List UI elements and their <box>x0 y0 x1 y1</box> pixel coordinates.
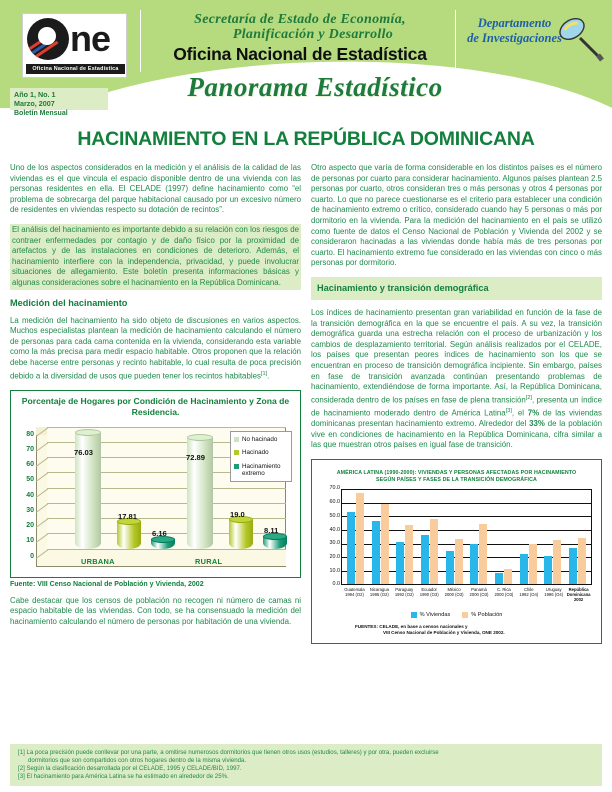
chart2-x-label-line: C. Rica <box>497 586 511 592</box>
chart2-bar-group <box>372 489 389 584</box>
chart2-title <box>321 470 592 484</box>
chart2-x-label-line: 1990 (O3) <box>419 591 439 597</box>
chart2-bar <box>553 540 561 584</box>
chart1-bar <box>117 522 141 549</box>
chart2-x-label-line: 2000 (O3) <box>444 591 464 597</box>
masthead-titles <box>150 12 450 65</box>
chart2-y-tick-label: 0.0 <box>332 581 340 588</box>
chart2-bar-group <box>470 489 487 584</box>
chart1-y-tick-label: 40 <box>26 491 34 499</box>
gridline <box>47 427 286 428</box>
chart1-y-tick-label: 30 <box>26 506 34 514</box>
legend-swatch-icon <box>234 437 239 442</box>
left-paragraph-3-text: La medición del hacinamiento ha sido objeto de discusiones en varios aspectos. Muchos especialistas plantean la medición de hacinamiento calculando el número de personas para cada cama contenida en la vivienda, considerando esta variable como la más precisa para medir espacio habitable. Otros proponen que la relación debe hacerse entre personas y recinto habitable, lo cual resulta de poca precisión debido a la diversidad de usos que pueden tener los recintos habitables <box>10 315 301 381</box>
chart2-bar <box>372 521 380 584</box>
chart2-y-tick-label: 70.0 <box>329 485 340 492</box>
chart2-y-tick-label: 10.0 <box>329 567 340 574</box>
office-name: Oficina Nacional de Estadística <box>173 44 427 64</box>
chart2-x-label <box>342 587 367 602</box>
chart2-bar <box>381 504 389 584</box>
chart2-source-line-1: FUENTES: CELADE, en base a censos nacionales y <box>355 623 468 629</box>
chart1-y-tick-label: 20 <box>26 522 34 530</box>
chart2-bar <box>470 544 478 584</box>
footnote-1-line-1: [1] La poca precisión puede conllevar por una parte, a omitirse numerosos dormitorios que tienen otros usos (estudios, talleres) y por otra, pueden excluirse <box>18 749 439 756</box>
one-logo <box>22 13 127 78</box>
chart1-bar-value: 19.0 <box>230 509 245 519</box>
chart2-y-tick-label: 20.0 <box>329 553 340 560</box>
chart2-x-label-line: 2000 (O3) <box>494 591 514 597</box>
chart2-x-label-line: Nicaragua <box>369 586 389 592</box>
chart1-bar-value: 6.16 <box>152 529 167 539</box>
left-paragraph-2: El análisis del hacinamiento es importante debido a su relación con los riesgos de contraer enfermedades por contagio y de daño físico por la proximidad de artefactos y de las instalaciones en condiciones de deterioro. Además, el hacinamiento interfiere con la independencia, privacidad, y puede involucrar situaciones de allegamiento. Este boletín presenta informaciones básicas y algunas consideraciones sobre el hacinamiento en la República Dominicana. <box>10 224 301 290</box>
bar-top-ellipse <box>187 434 213 441</box>
legend-label: Hacinamiento extremo <box>242 462 281 477</box>
chart2-bar <box>544 556 552 584</box>
chart1-bar-value: 72.89 <box>186 452 206 462</box>
legend-swatch-icon <box>234 464 239 469</box>
legend-label: No hacinado <box>242 435 278 443</box>
chart2-bar-group <box>421 489 438 584</box>
chart2-bar <box>396 542 404 584</box>
logo-stripes-icon <box>27 30 66 60</box>
chart2-y-tick-label: 60.0 <box>329 499 340 506</box>
chart2-x-label <box>566 587 591 602</box>
chart1-plot <box>15 421 294 573</box>
logo-ne-text: ne <box>70 18 111 59</box>
chart2-plot <box>319 485 596 602</box>
chart2-x-label <box>541 587 566 602</box>
chart1-title: Porcentaje de Hogares por Condición de Hacinamiento y Zona de Residencia. <box>21 395 290 417</box>
bar-body <box>117 522 141 549</box>
chart2-bar <box>356 493 364 584</box>
left-column <box>10 163 301 644</box>
chart1-bar <box>151 539 175 548</box>
chart1-y-tick-label: 0 <box>30 552 34 560</box>
department-line-2: de Investigaciones <box>467 31 562 45</box>
left-paragraph-4: Cabe destacar que los censos de población no recogen ni número de camas ni espacio habitable de las viviendas. Con todo, se ha consensuado la medición del hacinamiento calculando el número de personas por habitación de una vivienda. <box>10 595 301 626</box>
chart2-bar <box>479 524 487 584</box>
chart1-bar <box>263 536 287 548</box>
header-divider-right <box>455 10 456 72</box>
chart1-y-tick-label: 80 <box>26 430 34 438</box>
content-columns <box>0 151 612 644</box>
chart1-source: Fuente: VIII Censo Nacional de Población y Vivienda, 2002 <box>10 580 204 588</box>
publication-title: Panorama Estadístico <box>187 72 443 102</box>
chart2-x-label-line: Ecuador <box>421 586 437 592</box>
chart2-bar <box>421 535 429 584</box>
chart2-bar <box>430 519 438 584</box>
chart2-x-label-line: 1994 (O2) <box>345 591 364 597</box>
page-header <box>0 0 612 122</box>
left-paragraph-3-end: . <box>267 371 270 381</box>
chart2-x-label-line: Paraguay <box>395 586 414 592</box>
chart2-x-label-line: Uruguay <box>545 586 562 592</box>
chart-hogares-condicion <box>10 390 301 578</box>
department-line-1: Departamento <box>477 16 552 30</box>
right-p2-part-c: , el <box>511 408 528 418</box>
chart2-x-label <box>516 587 541 602</box>
chart2-bars <box>343 489 590 584</box>
chart-america-latina <box>311 459 602 644</box>
legend-item-hacinado <box>234 449 288 456</box>
chart2-x-label-line: Dominicana <box>566 591 591 597</box>
chart1-bar-value: 76.03 <box>74 447 94 457</box>
chart2-x-label-line: 1992 (O4) <box>519 591 539 597</box>
chart1-y-tick-label: 60 <box>26 461 34 469</box>
chart2-bar-group <box>544 489 561 584</box>
footnote-1-line-2: dormitorios que son compartidos con otros hogares dentro de la misma vivienda. <box>28 757 247 764</box>
chart2-bar-group <box>396 489 413 584</box>
left-paragraph-1: Uno de los aspectos considerados en la medición y el análisis de la calidad de las viviendas es el que vincula el espacio disponible dentro de una vivienda con las personas residentes en ella. El CELADE (1997) define hacinamiento como “el problema de sobrecarga del parque habitacional causado por un excesivo número de residentes en viviendas respecto su dotación de recintos”. <box>10 163 301 215</box>
chart2-bar <box>504 569 512 584</box>
right-paragraph-2 <box>311 308 602 451</box>
chart2-bar <box>578 538 586 584</box>
chart2-x-label <box>392 587 417 602</box>
chart2-x-label-line: 1995 (O2) <box>369 591 389 597</box>
chart2-title-line-2: SEGÚN PAÍSES Y FASES DE LA TRANSICIÓN DEMOGRÁFICA <box>376 476 537 483</box>
chart2-bar <box>569 548 577 584</box>
chart2-y-tick-label: 50.0 <box>329 512 340 519</box>
chart2-bar-group <box>520 489 537 584</box>
chart2-x-axis-labels <box>342 587 591 602</box>
stat-7-percent: 7% <box>527 408 540 418</box>
footnote-ref-3: [3] <box>505 407 512 414</box>
chart2-y-tick-label: 40.0 <box>329 526 340 533</box>
bar-body <box>229 520 253 549</box>
secretaria-line-1: Secretaría de Estado de Economía, <box>194 12 406 27</box>
stat-33-percent: 33% <box>529 419 545 429</box>
department-label <box>462 16 567 46</box>
chart2-title-line-1: AMÉRICA LATINA (1990-2000): VIVIENDAS Y PERSONAS AFECTADAS POR HACINAMIENTO <box>336 469 577 476</box>
secretaria-line-2: Planificación y Desarrollo <box>232 27 394 42</box>
page-title: HACINAMIENTO EN LA REPÚBLICA DOMINICANA <box>77 128 535 150</box>
chart2-bar <box>529 544 537 583</box>
chart2-bar <box>455 539 463 584</box>
chart2-bar <box>347 512 355 584</box>
footnotes-block <box>10 744 602 786</box>
chart2-x-label-line: Panamá <box>471 586 487 592</box>
heading-transicion: Hacinamiento y transición demográfica <box>311 277 602 300</box>
legend-swatch-icon <box>462 612 468 618</box>
bulletin-label: Boletín Mensual <box>14 110 68 117</box>
issue-date: Marzo, 2007 <box>14 99 55 108</box>
chart1-bar-value: 17.81 <box>118 511 138 521</box>
chart1-bar <box>229 520 253 549</box>
chart2-bar-group <box>495 489 512 584</box>
chart2-x-label <box>417 587 442 602</box>
chart2-sources <box>355 624 596 636</box>
right-p2-part-d: de las viviendas dominicanas presentan hacinamiento extremo. Alrededor del <box>311 408 602 429</box>
chart2-x-label-line: 1992 (O2) <box>394 591 414 597</box>
chart2-bar <box>446 551 454 584</box>
footnote-3: [3] El hacinamiento para América Latina se ha estimado en alrededor de 25%. <box>18 773 229 780</box>
chart2-x-label <box>491 587 516 602</box>
chart1-legend <box>230 431 292 483</box>
legend-label: Hacinado <box>242 449 269 457</box>
chart2-axes <box>329 485 592 588</box>
chart2-x-label-line: Chile <box>524 586 534 592</box>
chart2-x-label-line: Guatemala <box>344 586 365 592</box>
legend-item-hacinamiento-extremo <box>234 463 288 478</box>
left-paragraph-3 <box>10 316 301 382</box>
chart2-x-label <box>467 587 492 602</box>
header-divider-left <box>140 10 141 72</box>
issue-info <box>10 88 108 110</box>
chart1-x-label: URBANA <box>81 556 115 566</box>
chart2-bar-group <box>347 489 364 584</box>
chart2-y-tick-label: 30.0 <box>329 540 340 547</box>
right-p2-part-a: Los índices de hacinamiento presentan gran variabilidad en función de la fase de la transición demográfica en la que se encuentre el país. A su vez, la transición demográfica guarda una estrecha relación con el proceso de urbanización y los cambios de desplazamiento territorial. Según análisis realizados por el CELADE, los países que presentan peores índices de hacinamiento son los que se encuentran en proceso de transición demográfica incipiente. Sin embargo, países en fase de transición avanzada continúan presentando problemas de hacinamiento, extendiéndose de forma importante. Así, la República Dominicana, considerada dentro de los países en fase de plena transición <box>311 307 602 405</box>
chart2-x-label-line: 2000 (O3) <box>469 591 489 597</box>
chart2-x-label-line: México <box>447 586 461 592</box>
legend-item-viviendas <box>411 612 451 618</box>
right-p2-part-b: , presenta un índice de hacinamiento moderado dentro de América Latina <box>311 395 602 418</box>
footnote-ref-1: [1] <box>260 370 268 377</box>
heading-medicion: Medición del hacinamiento <box>10 297 128 308</box>
chart1-y-tick-label: 10 <box>26 537 34 545</box>
chart2-x-label <box>442 587 467 602</box>
legend-item-no-hacinado <box>234 436 288 443</box>
footnote-ref-2: [2] <box>525 394 533 401</box>
legend-label: % Población <box>471 611 503 618</box>
logo-o-glyph-icon <box>27 18 69 60</box>
magnifier-icon <box>555 14 605 64</box>
chart2-x-label-line: 1996 (O4) <box>544 591 564 597</box>
chart1-y-tick-label: 70 <box>26 445 34 453</box>
chart2-x-label-line: República <box>568 586 589 592</box>
legend-swatch-icon <box>411 612 417 618</box>
legend-swatch-icon <box>234 450 239 455</box>
chart2-bar <box>405 525 413 584</box>
gridline <box>47 549 286 550</box>
chart2-x-label <box>367 587 392 602</box>
chart2-bar <box>520 554 528 584</box>
chart1-y-tick-label: 50 <box>26 476 34 484</box>
one-logo-mark <box>27 17 123 61</box>
legend-item-poblacion <box>462 612 502 618</box>
right-p2-part-e: de la población vive en condiciones de hacinamiento en la República Dominicana, cifra similar a las que muestran otros países en igual fase de transición. <box>311 419 602 450</box>
chart1-x-label: RURAL <box>195 556 223 566</box>
issue-year-number: Año 1, No. 1 <box>14 90 56 99</box>
logo-caption: Oficina Nacional de Estadística <box>26 64 125 74</box>
chart2-x-label-line: 2002 <box>573 596 584 602</box>
chart2-bar <box>495 573 503 583</box>
right-column <box>311 163 602 644</box>
right-paragraph-1: Otro aspecto que varía de forma considerable en los distintos países es el número de personas por cuarto para considerar hacinamiento. Algunos países plantean 2.5 personas por cuarto, otros consideran tres o más personas y otros 4 personas por cuarto. Lo que no parece cuestionarse es el criterio para establecer una condición de hacinamiento extremo o crítico, considerado cuando hay 5 personas o más por dormitorio en la vivienda. Para la medición del hacinamiento en el país se utilizó como fuente de datos el Censo Nacional de Población y Vivienda del 2002 y se consideraron hacinadas a las viviendas donde había más de tres personas por cuarto. El hacinamiento extremo fue considerado en las viviendas con cinco o más personas por dormitorio. <box>311 163 602 268</box>
chart2-bar-group <box>569 489 586 584</box>
chart2-source-line-2: VIII Censo Nacional de Población y Vivienda, ONE 2002. <box>383 629 505 635</box>
footnote-2: [2] Según la clasificación desarrollada por el CELADE, 1995 y CELADE/BID, 1997. <box>18 765 242 772</box>
legend-label: % Viviendas <box>419 611 451 618</box>
chart2-bar-group <box>446 489 463 584</box>
chart1-bar-value: 8.11 <box>264 526 279 536</box>
chart2-legend <box>317 612 596 618</box>
